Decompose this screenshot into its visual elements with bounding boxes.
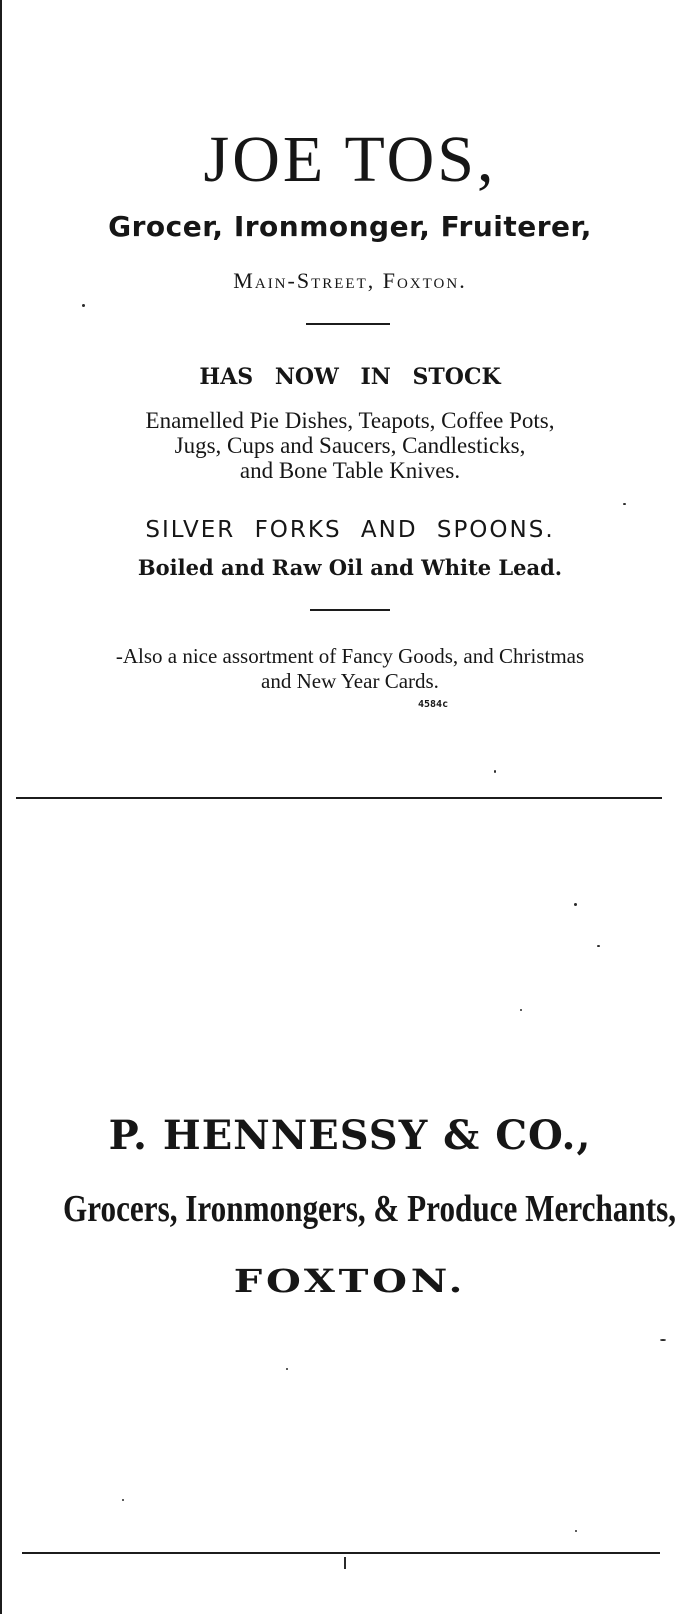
advertiser-place: FOXTON. <box>233 1262 467 1300</box>
goods-line: Enamelled Pie Dishes, Teapots, Coffee Pots, <box>145 408 555 433</box>
goods-list <box>0 408 700 483</box>
goods-line: and Bone Table Knives. <box>239 458 461 483</box>
section-divider <box>306 323 390 325</box>
print-speck <box>520 1009 522 1011</box>
print-speck <box>575 1530 577 1532</box>
goods-line: Jugs, Cups and Saucers, Candlesticks, <box>174 433 526 458</box>
print-speck <box>286 1368 288 1370</box>
silver-line: SILVER FORKS AND SPOONS. <box>145 517 555 543</box>
also-note <box>0 644 700 694</box>
stock-heading: HAS NOW IN STOCK <box>199 364 501 390</box>
also-line: -Also a nice assortment of Fancy Goods, and Christmas <box>115 644 585 668</box>
print-speck <box>82 304 85 307</box>
print-mark: 4584c <box>418 699 449 710</box>
advertiser-address: Main-Street, Foxton. <box>233 268 467 293</box>
advertiser-name: P. HENNESSY & CO., <box>108 1112 592 1159</box>
print-speck <box>344 1557 346 1569</box>
print-speck <box>660 1339 666 1341</box>
advertiser-name: JOE TOS, <box>203 123 497 196</box>
bottom-separator-rule <box>22 1552 660 1554</box>
also-line: and New Year Cards. <box>261 669 439 693</box>
advert-separator-rule <box>16 797 662 799</box>
advertiser-trades: Grocers, Ironmongers, & Produce Merchants, <box>63 1188 677 1230</box>
advertiser-trades: Grocer, Ironmonger, Fruiterer, <box>108 210 592 243</box>
oil-line: Boiled and Raw Oil and White Lead. <box>137 555 563 580</box>
print-speck <box>597 945 600 947</box>
section-divider <box>310 609 390 611</box>
print-speck <box>623 503 626 505</box>
print-speck <box>494 770 496 773</box>
print-speck <box>574 903 577 906</box>
print-speck <box>122 1499 124 1501</box>
